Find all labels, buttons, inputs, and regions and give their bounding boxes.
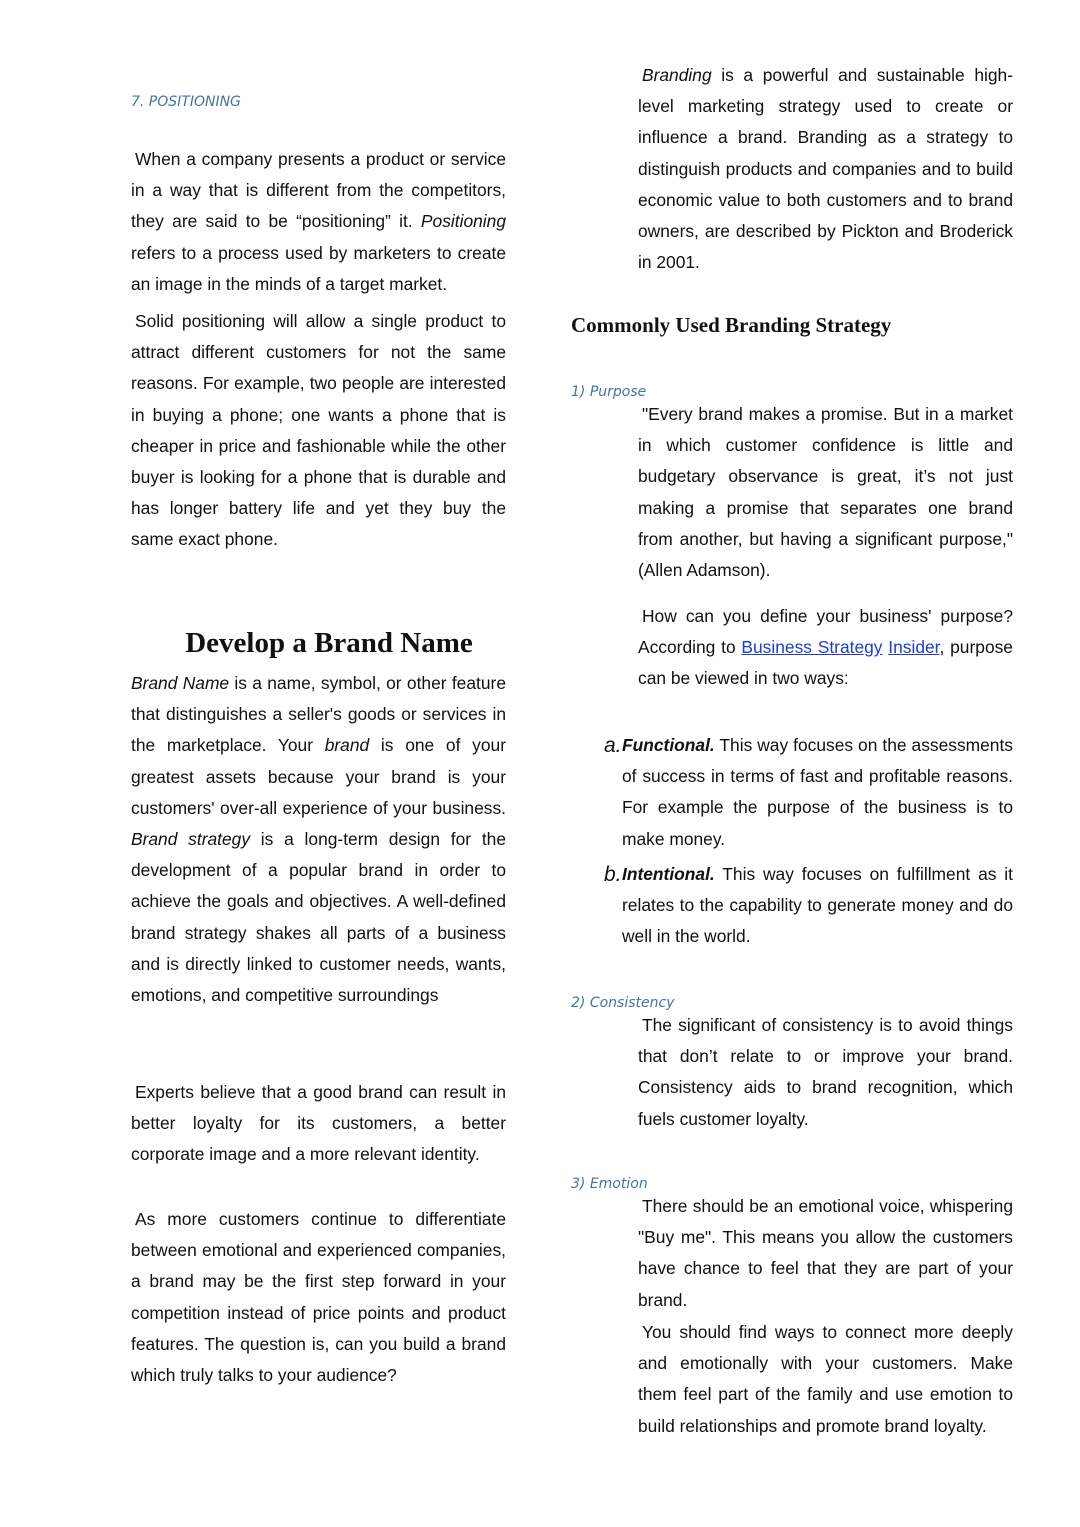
text-run: This way focuses on the assessments of success in terms of fast and profitable reasons. For example the purpose of the business is to make money. [622, 735, 1013, 849]
term-functional: Functional. [622, 735, 715, 755]
list-item-functional [622, 730, 1013, 855]
text-run: is a name, symbol, or other feature that distinguishes a seller's goods or services in the marketplace. Your [131, 673, 506, 756]
experts-paragraph: Experts believe that a good brand can result in better loyalty for its customers, a better corporate image and a more relevant identity. [131, 1082, 506, 1165]
positioning-paragraph-2: Solid positioning will allow a single product to attract different customers for not the same reasons. For example, two people are interested in buying a phone; one wants a phone that is cheaper in price and fashionable while the other buyer is looking for a phone that is durable and has longer battery life and yet they buy the same exact phone. [131, 311, 506, 550]
text-run: When a company presents a product or service in a way that is different from the competitors, they are said to be “positioning” it. [131, 149, 506, 232]
text-run: is a powerful and sustainable high-level marketing strategy used to create or influence a brand. Branding as a strategy to distinguish products and companies and to build economic value to both customers and to brand owners, are described by Pickton and Broderick in 2001. [638, 65, 1013, 273]
list-marker-a: a. [604, 734, 622, 757]
consistency-paragraph: The significant of consistency is to avoid things that don’t relate to or improve your brand. Consistency aids to brand recognition, which fuels customer loyalty. [638, 1015, 1013, 1129]
customers-paragraph: As more customers continue to differentiate between emotional and experienced companies, a brand may be the first step forward in your competition instead of price points and product features. The question is, can you build a brand which truly talks to your audience? [131, 1209, 506, 1386]
consistency-subheading: 2) Consistency [571, 995, 675, 1011]
list-item-intentional [622, 859, 1013, 953]
insider-link[interactable]: Insider [888, 637, 940, 658]
emphasis-positioning: Positioning [420, 211, 506, 232]
section-heading-positioning: 7. POSITIONING [131, 94, 241, 110]
business-strategy-link[interactable]: Business Strategy [741, 637, 883, 658]
emotion-subheading: 3) Emotion [571, 1176, 648, 1192]
purpose-subheading: 1) Purpose [571, 384, 647, 400]
purpose-list [604, 730, 1013, 855]
text-run: is a long-term design for the development of a popular brand in order to achieve the goals and objectives. A well-defined brand strategy shakes all parts of a business and is directly linked to customer needs, wants, emotions, and competitive surroundings [131, 829, 506, 1006]
list-marker-b: b. [604, 863, 622, 886]
text-run: How can you define your business' purpose? According to [638, 606, 1013, 658]
emphasis-brand-strategy: Brand strategy [131, 829, 251, 850]
purpose-define-paragraph [638, 601, 1013, 695]
emphasis-branding: Branding [642, 65, 712, 85]
branding-strategy-heading: Commonly Used Branding Strategy [571, 313, 892, 337]
branding-paragraph [638, 60, 1013, 278]
text-run: refers to a process used by marketers to create an image in the minds of a target market. [131, 242, 506, 294]
purpose-list-b [604, 859, 1013, 953]
text-run: , purpose can be viewed in two ways: [638, 637, 1013, 689]
positioning-paragraph-1 [131, 144, 506, 300]
emphasis-brand: brand [324, 735, 370, 756]
purpose-quote-paragraph: "Every brand makes a promise. But in a market in which customer confidence is little and budgetary observance is great, it’s not just making a promise that separates one brand from another, but having a significant purpose," (Allen Adamson). [638, 404, 1013, 581]
emotion-paragraph-1: There should be an emotional voice, whispering "Buy me". This means you allow the customers have chance to feel that they are part of your brand. [638, 1196, 1013, 1310]
text-run: This way focuses on fulfillment as it relates to the capability to generate money and do well in the world. [622, 864, 1013, 947]
emotion-paragraph-2: You should find ways to connect more deeply and emotionally with your customers. Make them feel part of the family and use emotion to build relationships and promote brand loyalty. [638, 1322, 1013, 1436]
term-intentional: Intentional. [622, 864, 715, 884]
emphasis-brand-name: Brand Name [131, 673, 230, 693]
brand-name-paragraph [131, 668, 506, 1011]
text-run: is one of your greatest assets because your brand is your customers' over-all experience of your business. [131, 735, 506, 818]
develop-brand-name-heading: Develop a Brand Name [185, 627, 473, 659]
